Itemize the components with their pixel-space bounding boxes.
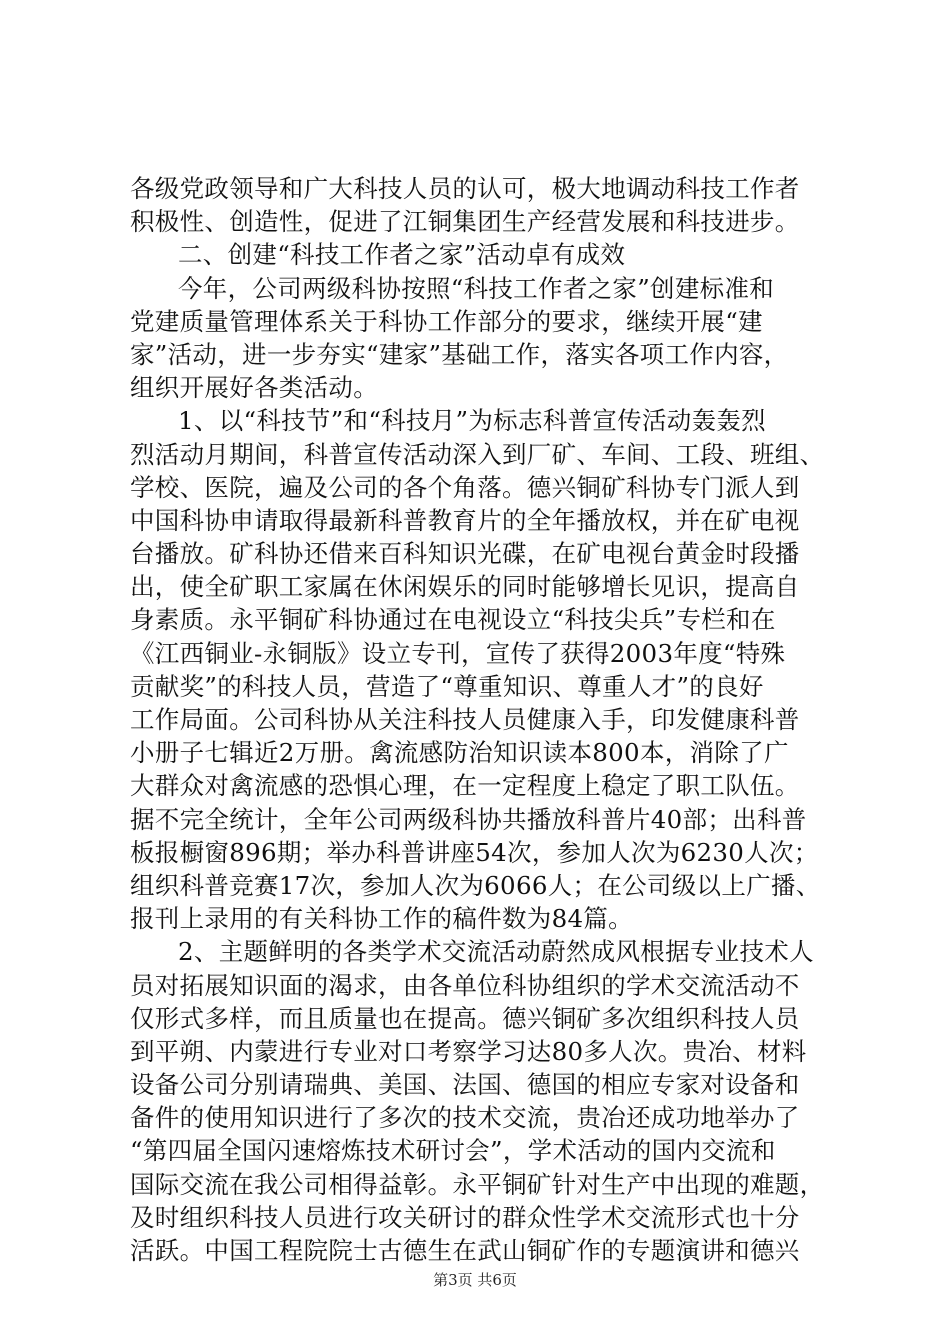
text-line: 小册子七辑近2万册。禽流感防治知识读本800本，消除了广 [130,738,789,768]
text-line: 及时组织科技人员进行攻关研讨的群众性学术交流形式也十分 [130,1202,800,1232]
text-line: 今年，公司两级科协按照“科技工作者之家”创建标准和 [178,273,775,303]
text-line: 据不完全统计，全年公司两级科协共播放科普片40部；出科普 [130,804,807,834]
text-line: 仅形式多样，而且质量也在提高。德兴铜矿多次组织科技人员 [130,1003,800,1033]
text-line: 烈活动月期间，科普宣传活动深入到厂矿、车间、工段、班组、 [130,439,825,469]
text-line: 工作局面。公司科协从关注科技人员健康入手，印发健康科普 [130,705,800,734]
page-footer: 第3页 共6页 [433,1271,517,1289]
text-line: 《江西铜业-永铜版》设立专刊，宣传了获得2003年度“特殊 [130,638,786,668]
text-line: 到平朔、内蒙进行专业对口考察学习达80多人次。贵冶、材料 [130,1036,807,1066]
text-line: 板报橱窗896期；举办科普讲座54次，参加人次为6230人次； [130,837,819,867]
text-line: 积极性、创造性，促进了江铜集团生产经营发展和科技进步。 [130,207,800,237]
text-line: 员对拓展知识面的渴求，由各单位科协组织的学术交流活动不 [130,970,800,1000]
text-line: 国际交流在我公司相得益彰。永平铜矿针对生产中出现的难题， [130,1169,825,1199]
text-line: 二、创建“科技工作者之家”活动卓有成效 [178,240,626,270]
text-line: 1、以“科技节”和“科技月”为标志科普宣传活动轰轰烈 [178,406,766,436]
text-line: 家”活动，进一步夯实“建家”基础工作，落实各项工作内容， [130,339,789,369]
text-line: 组织开展好各类活动。 [130,373,378,403]
text-line: 中国科协申请取得最新科普教育片的全年播放权，并在矿电视 [130,505,800,535]
text-line: 2、主题鲜明的各类学术交流活动蔚然成风根据专业技术人 [178,937,814,967]
text-line: 活跃。中国工程院院士古德生在武山铜矿作的专题演讲和德兴 [130,1236,800,1265]
text-line: 报刊上录用的有关科协工作的稿件数为84篇。 [130,904,633,934]
text-line: “第四届全国闪速熔炼技术研讨会”，学术活动的国内交流和 [130,1136,776,1166]
text-line: 组织科普竞赛17次，参加人次为6066人；在公司级以上广播、 [130,870,821,900]
text-line: 身素质。永平铜矿科协通过在电视设立“科技尖兵”专栏和在 [130,605,776,635]
text-line: 贡献奖”的科技人员，营造了“尊重知识、尊重人才”的良好 [130,671,764,701]
text-line: 各级党政领导和广大科技人员的认可，极大地调动科技工作者 [130,174,800,203]
text-line: 大群众对禽流感的恐惧心理，在一定程度上稳定了职工队伍。 [130,771,800,801]
text-line: 出，使全矿职工家属在休闲娱乐的同时能够增长见识，提高自 [130,572,800,602]
text-line: 设备公司分别请瑞典、美国、法国、德国的相应专家对设备和 [130,1070,800,1100]
text-line: 备件的使用知识进行了多次的技术交流，贵冶还成功地举办了 [130,1103,800,1133]
document-body [130,172,825,1267]
text-line: 学校、医院，遍及公司的各个角落。德兴铜矿科协专门派人到 [130,472,800,502]
text-line: 台播放。矿科协还借来百科知识光碟，在矿电视台黄金时段播 [130,539,800,569]
text-line: 党建质量管理体系关于科协工作部分的要求，继续开展“建 [130,306,763,336]
